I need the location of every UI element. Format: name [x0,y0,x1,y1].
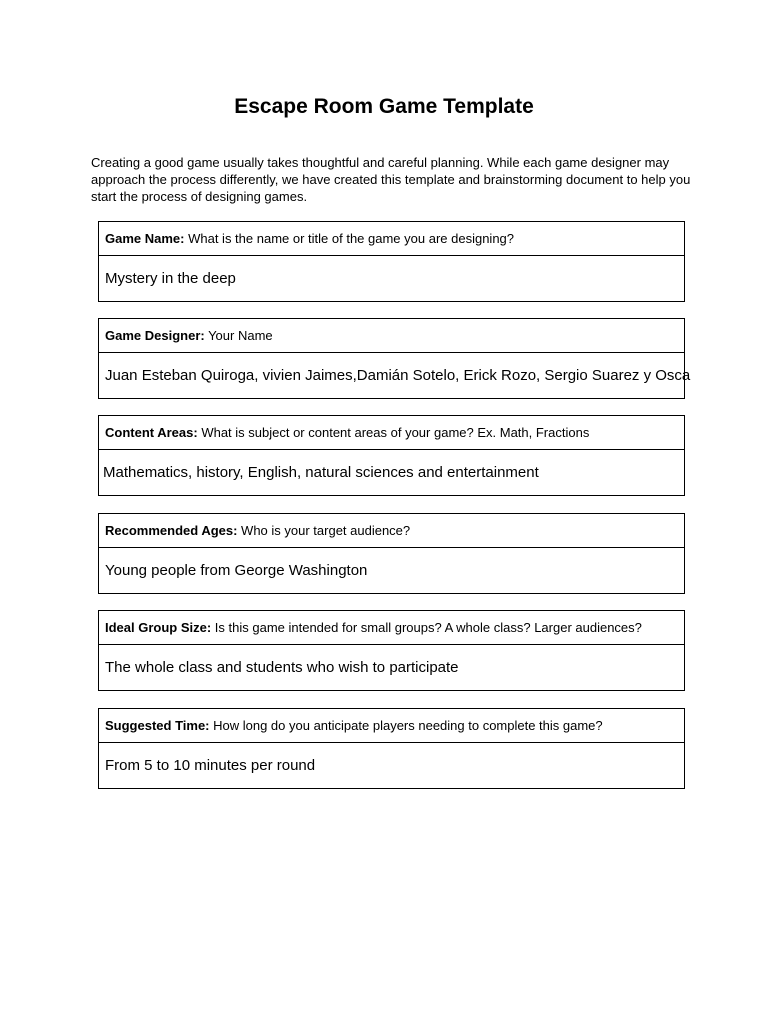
recommended-ages-value[interactable]: Young people from George Washington [105,562,368,579]
page-title: Escape Room Game Template [234,95,534,118]
field-label: Content Areas: [105,425,198,440]
field-prompt: Is this game intended for small groups? A whole class? Larger audiences? [211,620,642,635]
content-areas-field [98,415,685,496]
recommended-ages-field [98,513,685,594]
ideal-group-size-field [98,610,685,691]
field-prompt: How long do you anticipate players needing to complete this game? [209,718,603,733]
intro-paragraph: Creating a good game usually takes thoughtful and careful planning. While each game designer may approach the process differently, we have created this template and brainstorming document to help you start the process of designing games. [91,155,691,204]
field-prompt: Who is your target audience? [237,523,411,538]
ideal-group-size-value[interactable]: The whole class and students who wish to participate [105,659,459,676]
field-label: Recommended Ages: [105,523,238,538]
game-name-field [98,221,685,302]
field-prompt: What is the name or title of the game you are designing? [184,231,515,246]
field-label: Suggested Time: [105,718,210,733]
field-header [99,416,684,450]
suggested-time-field [98,708,685,789]
field-label: Game Name: [105,231,185,246]
field-label: Game Designer: [105,328,205,343]
game-name-value[interactable]: Mystery in the deep [105,270,236,287]
field-header [99,319,684,353]
field-header [99,611,684,645]
content-areas-value[interactable]: Mathematics, history, English, natural sciences and entertainment [103,464,539,481]
suggested-time-value[interactable]: From 5 to 10 minutes per round [105,757,316,774]
field-header [99,222,684,256]
field-label: Ideal Group Size: [105,620,212,635]
field-header [99,709,684,743]
game-designer-field [98,318,691,399]
field-header [99,514,684,548]
field-prompt: What is subject or content areas of your game? Ex. Math, Fractions [197,425,590,440]
field-prompt: Your Name [204,328,273,343]
game-designer-value[interactable]: Juan Esteban Quiroga, vivien Jaimes,Damián Sotelo, Erick Rozo, Sergio Suarez y Osca [105,367,691,384]
